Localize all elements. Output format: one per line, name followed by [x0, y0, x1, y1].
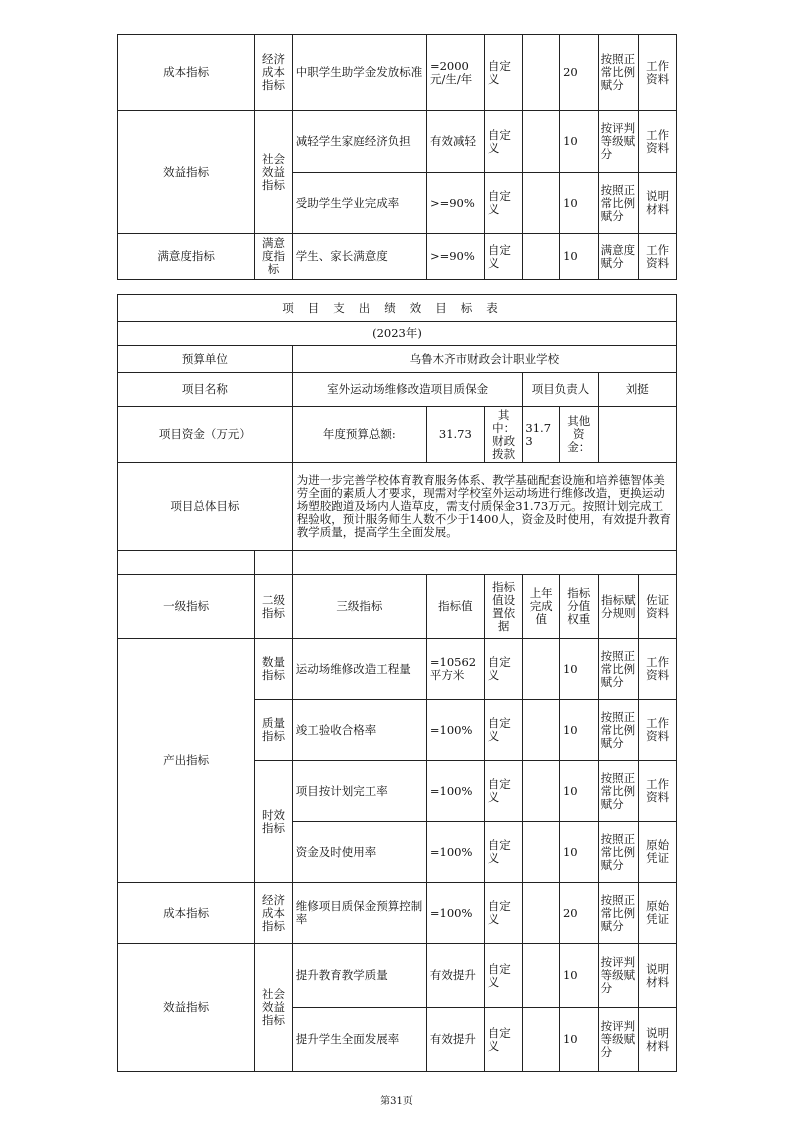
- year-row: [118, 322, 677, 346]
- owner-value: 刘挺: [598, 373, 676, 407]
- basis-cell: 自定义: [484, 883, 523, 944]
- rule-cell: 按评判等级赋分: [598, 944, 639, 1008]
- basis-cell: 自定义: [484, 234, 523, 280]
- value-cell: =100%: [426, 883, 484, 944]
- value-cell: >=90%: [426, 173, 484, 234]
- weight-cell: 20: [559, 883, 598, 944]
- basis-cell: 自定义: [484, 111, 523, 173]
- weight-cell: 20: [560, 35, 599, 111]
- rule-cell: 按照正常比例赋分: [598, 173, 639, 234]
- prev-cell: [523, 700, 560, 761]
- basis-cell: 自定义: [484, 35, 523, 111]
- title-row: [118, 295, 677, 322]
- performance-goal-table: [117, 294, 677, 1072]
- annual-budget-label: 年度预算总额:: [292, 407, 426, 463]
- level1-cell: 效益指标: [118, 111, 255, 234]
- prev-cell: [523, 35, 560, 111]
- level3-cell: 中职学生助学金发放标准: [292, 35, 426, 111]
- value-cell: 有效提升: [426, 1008, 484, 1072]
- level2-cell: 时效指标: [255, 761, 293, 883]
- rule-cell: 按评判等级赋分: [598, 1008, 639, 1072]
- empty-cell: [255, 551, 293, 575]
- other-label: 其他资金：: [559, 407, 598, 463]
- header-level1: 一级指标: [118, 575, 255, 639]
- table-row: [118, 111, 677, 173]
- level1-cell: 成本指标: [118, 883, 255, 944]
- value-cell: =100%: [426, 700, 484, 761]
- evidence-cell: 工作资料: [639, 111, 677, 173]
- spacer-row: [118, 551, 677, 575]
- goal-text: 为进一步完善学校体育教育服务体系、教学基础配套设施和培养德智体美劳全面的素质人才要求，现需对学校室外运动场进行维修改造，更换运动场塑胶跑道及场内人造草皮，需支付质保金31.73万元。按照计划完成工程验收，预计服务师生人数不少于1400人，资金及时使用，有效提升教育教学质量，提高学生全面发展。: [292, 463, 676, 551]
- project-name-label: 项目名称: [118, 373, 293, 407]
- value-cell: >=90%: [426, 234, 484, 280]
- weight-cell: 10: [559, 639, 598, 700]
- funds-label: 项目资金（万元）: [118, 407, 293, 463]
- level1-cell: 成本指标: [118, 35, 255, 111]
- indicator-table-continued: [117, 34, 677, 280]
- header-prev: 上年完成值: [523, 575, 560, 639]
- header-level3: 三级指标: [292, 575, 426, 639]
- evidence-cell: 说明材料: [639, 944, 677, 1008]
- value-cell: =2000元/生/年: [426, 35, 484, 111]
- rule-cell: 满意度赋分: [598, 234, 639, 280]
- prev-cell: [523, 822, 560, 883]
- basis-cell: 自定义: [484, 173, 523, 234]
- level3-cell: 资金及时使用率: [292, 822, 426, 883]
- header-level2: 二级指标: [255, 575, 293, 639]
- budget-unit-label: 预算单位: [118, 346, 293, 373]
- level2-cell: 满意度指标: [255, 234, 293, 280]
- owner-label: 项目负责人: [523, 373, 598, 407]
- level1-cell: 满意度指标: [118, 234, 255, 280]
- prev-cell: [523, 111, 560, 173]
- header-value: 指标值: [426, 575, 484, 639]
- basis-cell: 自定义: [484, 944, 523, 1008]
- basis-cell: 自定义: [484, 639, 523, 700]
- weight-cell: 10: [559, 944, 598, 1008]
- rule-cell: 按照正常比例赋分: [598, 35, 639, 111]
- basis-cell: 自定义: [484, 700, 523, 761]
- weight-cell: 10: [560, 111, 599, 173]
- level3-cell: 项目按计划完工率: [292, 761, 426, 822]
- header-row: [118, 575, 677, 639]
- evidence-cell: 工作资料: [639, 761, 677, 822]
- header-basis: 指标值设置依据: [484, 575, 523, 639]
- annual-budget-value: 31.73: [426, 407, 484, 463]
- weight-cell: 10: [560, 173, 599, 234]
- value-cell: =100%: [426, 761, 484, 822]
- prev-cell: [523, 173, 560, 234]
- level2-cell: 质量指标: [255, 700, 293, 761]
- prev-cell: [523, 639, 560, 700]
- level1-cell: 产出指标: [118, 639, 255, 883]
- evidence-cell: 原始凭证: [639, 883, 677, 944]
- level3-cell: 减轻学生家庭经济负担: [292, 111, 426, 173]
- table-row: [118, 234, 677, 280]
- weight-cell: 10: [559, 822, 598, 883]
- goal-row: [118, 463, 677, 551]
- fiscal-value: 31.73: [523, 407, 560, 463]
- evidence-cell: 说明材料: [639, 1008, 677, 1072]
- prev-cell: [523, 1008, 560, 1072]
- budget-unit-value: 乌鲁木齐市财政会计职业学校: [292, 346, 676, 373]
- table-row: [118, 639, 677, 700]
- header-evidence: 佐证资料: [639, 575, 677, 639]
- value-cell: =10562平方米: [426, 639, 484, 700]
- level1-cell: 效益指标: [118, 944, 255, 1072]
- level2-cell: 经济成本指标: [255, 883, 293, 944]
- rule-cell: 按照正常比例赋分: [598, 883, 639, 944]
- level3-cell: 维修项目质保金预算控制率: [292, 883, 426, 944]
- level3-cell: 提升学生全面发展率: [292, 1008, 426, 1072]
- weight-cell: 10: [560, 234, 599, 280]
- level3-cell: 受助学生学业完成率: [292, 173, 426, 234]
- value-cell: =100%: [426, 822, 484, 883]
- table-year: (2023年): [118, 322, 677, 346]
- header-weight: 指标分值权重: [559, 575, 598, 639]
- value-cell: 有效减轻: [426, 111, 484, 173]
- rule-cell: 按评判等级赋分: [598, 111, 639, 173]
- level3-cell: 运动场维修改造工程量: [292, 639, 426, 700]
- level3-cell: 竣工验收合格率: [292, 700, 426, 761]
- table-row: [118, 883, 677, 944]
- budget-unit-row: [118, 346, 677, 373]
- funds-row: [118, 407, 677, 463]
- fiscal-label: 其中：财政拨款: [484, 407, 523, 463]
- evidence-cell: 工作资料: [639, 35, 677, 111]
- evidence-cell: 原始凭证: [639, 822, 677, 883]
- table-row: [118, 944, 677, 1008]
- goal-label: 项目总体目标: [118, 463, 293, 551]
- other-value: [598, 407, 676, 463]
- level3-cell: 提升教育教学质量: [292, 944, 426, 1008]
- rule-cell: 按照正常比例赋分: [598, 761, 639, 822]
- level2-cell: 经济成本指标: [255, 35, 293, 111]
- table-row: [118, 35, 677, 111]
- evidence-cell: 工作资料: [639, 700, 677, 761]
- basis-cell: 自定义: [484, 1008, 523, 1072]
- level2-cell: 数量指标: [255, 639, 293, 700]
- table-title: 项目支出绩效目标表: [118, 295, 677, 322]
- evidence-cell: 说明材料: [639, 173, 677, 234]
- rule-cell: 按照正常比例赋分: [598, 639, 639, 700]
- empty-cell: [292, 551, 676, 575]
- basis-cell: 自定义: [484, 822, 523, 883]
- weight-cell: 10: [559, 761, 598, 822]
- project-name-row: [118, 373, 677, 407]
- rule-cell: 按照正常比例赋分: [598, 822, 639, 883]
- evidence-cell: 工作资料: [639, 234, 677, 280]
- rule-cell: 按照正常比例赋分: [598, 700, 639, 761]
- evidence-cell: 工作资料: [639, 639, 677, 700]
- level2-cell: 社会效益指标: [255, 944, 293, 1072]
- basis-cell: 自定义: [484, 761, 523, 822]
- weight-cell: 10: [559, 700, 598, 761]
- level3-cell: 学生、家长满意度: [292, 234, 426, 280]
- prev-cell: [523, 761, 560, 822]
- page-number: 第31页: [380, 1096, 413, 1107]
- empty-cell: [118, 551, 255, 575]
- value-cell: 有效提升: [426, 944, 484, 1008]
- weight-cell: 10: [559, 1008, 598, 1072]
- prev-cell: [523, 883, 560, 944]
- header-rule: 指标赋分规则: [598, 575, 639, 639]
- project-name-value: 室外运动场维修改造项目质保金: [292, 373, 523, 407]
- prev-cell: [523, 944, 560, 1008]
- prev-cell: [523, 234, 560, 280]
- level2-cell: 社会效益指标: [255, 111, 293, 234]
